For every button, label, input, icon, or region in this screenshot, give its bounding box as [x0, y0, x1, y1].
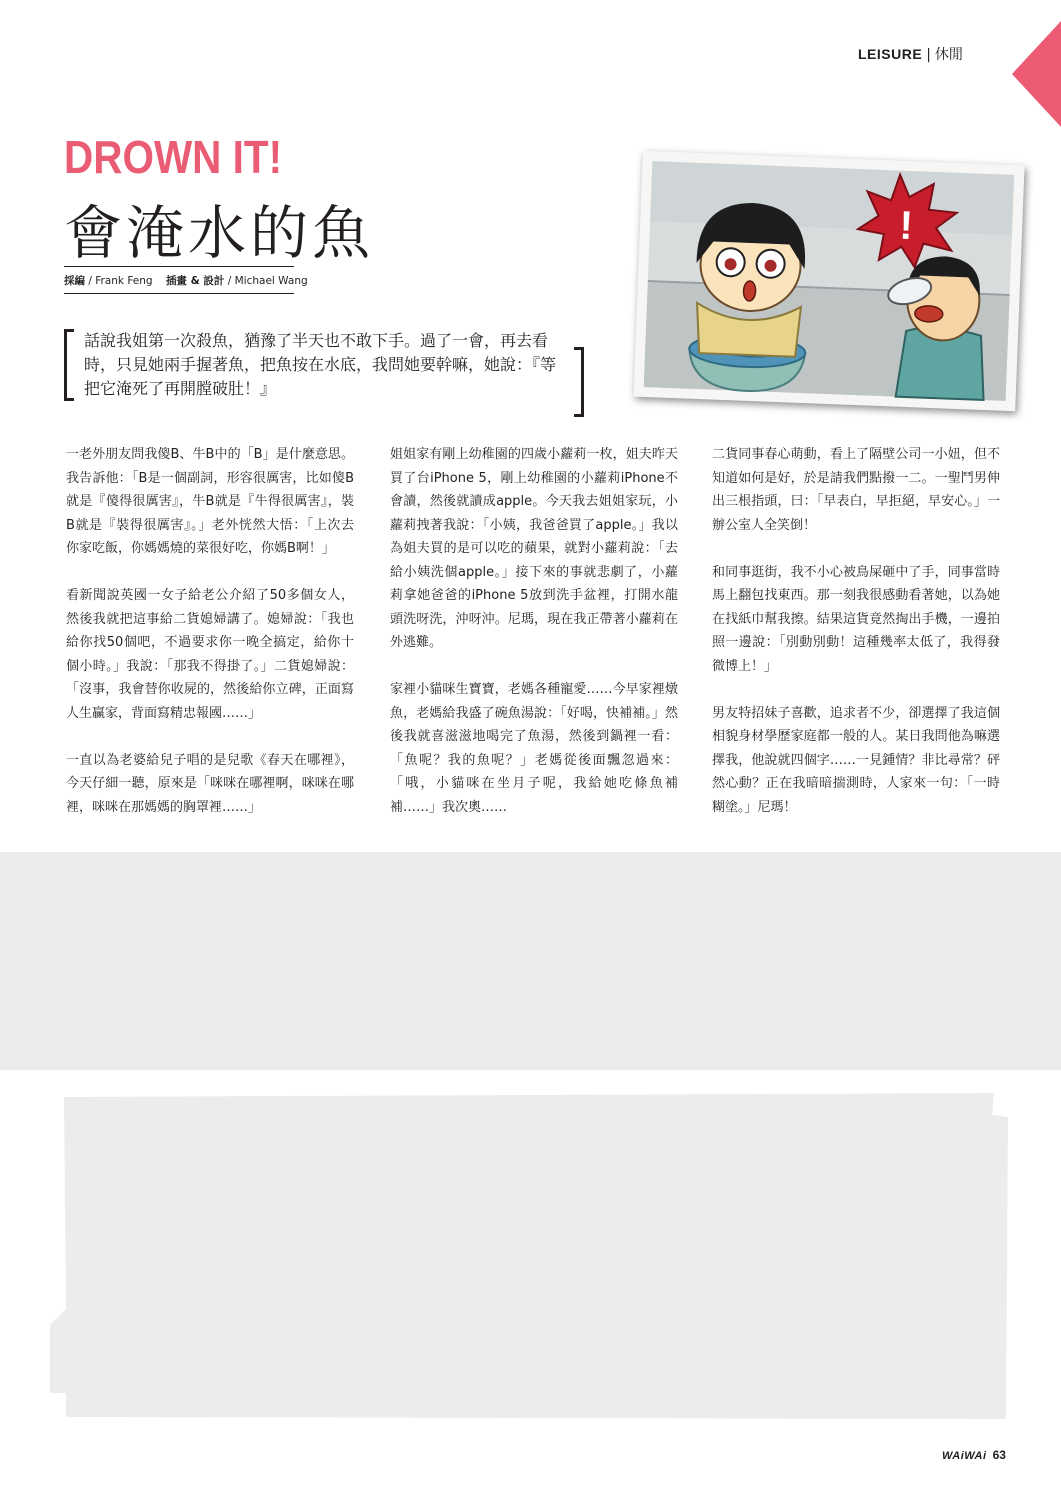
joke-paragraph: 看新聞說英國一女子給老公介紹了50多個女人，然後我就把這事給二貨媳婦講了。媳婦說：「我也給你找50個吧，不過要求你一晚全搞定，給你十個小時。」我說：「那我不得掛了。」二貨媳婦說：「沒事，我會替你收屍的，然後給你立碑，正面寫人生贏家，背面寫精忠報國……」 [66, 588, 354, 721]
writer-name: Frank Feng [95, 275, 153, 287]
section-header [858, 44, 1008, 64]
credits: 採編 / Frank Feng 插畫 & 設計 / Michael Wang [64, 266, 294, 294]
joke-paragraph: 一老外朋友問我傻B、牛B中的「B」是什麼意思。我告訴他：「B是一個副詞，形容很厲害，比如傻B就是『傻得很厲害』，牛B就是『牛得很厲害』，裝B就是『裝得很厲害』。」老外恍然大悟：「上次去你家吃飯，你媽媽燒的菜很好吃，你媽B啊！」 [66, 447, 354, 556]
section-name-zh: 休閒 [934, 47, 963, 63]
illustration-photo [633, 151, 1024, 411]
intro-quote [64, 325, 584, 405]
joke-paragraph: 和同事逛街，我不小心被鳥屎砸中了手，同事當時馬上翻包找東西。那一刻我很感動看著她，以為她在找紙巾幫我擦。結果這貨竟然掏出手機，一邊拍照一邊說：「別動別動！這種幾率太低了，我得發微博上！」 [712, 564, 1000, 674]
title-chinese: 會淹水的魚 [64, 199, 375, 267]
cartoon-illustration [633, 151, 1024, 411]
quote-bracket-right [574, 347, 584, 417]
section-name-en: LEISURE [858, 46, 923, 62]
joke-paragraph: 一直以為老婆給兒子唱的是兒歌《春天在哪裡》，今天仔細一聽，原來是「咪咪在哪裡啊，咪咪在哪裡，咪咪在那媽媽的胸罩裡……」 [66, 752, 354, 815]
illustrator-label: 插畫 & 設計 [165, 275, 225, 287]
title-english: DROWN IT! [64, 131, 283, 183]
quote-bracket-left [64, 329, 74, 401]
body-column-3 [712, 443, 1000, 843]
page-footer [942, 1448, 1006, 1462]
grey-panel-shape [48, 1093, 1010, 1419]
page-number: 63 [992, 1448, 1006, 1462]
joke-paragraph: 姐姐家有剛上幼稚園的四歲小蘿莉一枚，姐夫昨天買了台iPhone 5，剛上幼稚園的小蘿莉iPhone不會讀，然後就讀成apple。今天我去姐姐家玩，小蘿莉拽著我說：「小姨，我爸爸買了apple。」我以為姐夫買的是可以吃的蘋果，就對小蘿莉說：「去給小姨洗個apple。」接下來的事就悲劇了，小蘿莉拿她爸爸的iPhone 5放到洗手盆裡，打開水龍頭洗呀洗，沖呀沖。尼瑪，現在我正帶著小蘿莉在外逃難。 [390, 447, 678, 650]
joke-paragraph: 家裡小貓咪生寶寶，老媽各種寵愛……今早家裡燉魚，老媽給我盛了碗魚湯說：「好喝，快補補。」然後我就喜滋滋地喝完了魚湯，然後到鍋裡一看：「魚呢？我的魚呢？」老媽從後面飄忽過來：「哦，小貓咪在坐月子呢，我給她吃條魚補補……」我次奧…… [390, 682, 678, 815]
body-column-1 [66, 443, 354, 843]
magazine-brand: WAiWAi [942, 1450, 987, 1462]
corner-tab [1012, 20, 1061, 128]
grey-band [0, 852, 1061, 1070]
joke-paragraph: 男友特招妹子喜歡，追求者不少，卻選擇了我這個相貌身材學歷家庭都一般的人。某日我問他為嘛選擇我，他說就四個字……一見鍾情？非比尋常？砰然心動？正在我暗暗揣測時，人家來一句：「一時糊塗。」尼瑪！ [712, 705, 1000, 815]
exclamation-mark: ! [898, 203, 914, 249]
grey-panel [48, 1093, 1010, 1419]
body-column-2 [390, 443, 678, 843]
writer-label: 採編 [64, 275, 85, 287]
section-separator: | [926, 47, 931, 63]
joke-paragraph: 二貨同事春心萌動，看上了隔壁公司一小妞，但不知道如何是好，於是請我們點撥一二。一聖鬥男伸出三根指頭，曰：「早表白，早拒絕，早安心。」一辦公室人全笑倒！ [712, 447, 1000, 533]
intro-text: 話說我姐第一次殺魚，猶豫了半天也不敢下手。過了一會，再去看時，只見她兩手握著魚，把魚按在水底，我問她要幹嘛，她說：『等把它淹死了再開膛破肚！』 [84, 331, 557, 398]
illustrator-name: Michael Wang [234, 275, 308, 287]
